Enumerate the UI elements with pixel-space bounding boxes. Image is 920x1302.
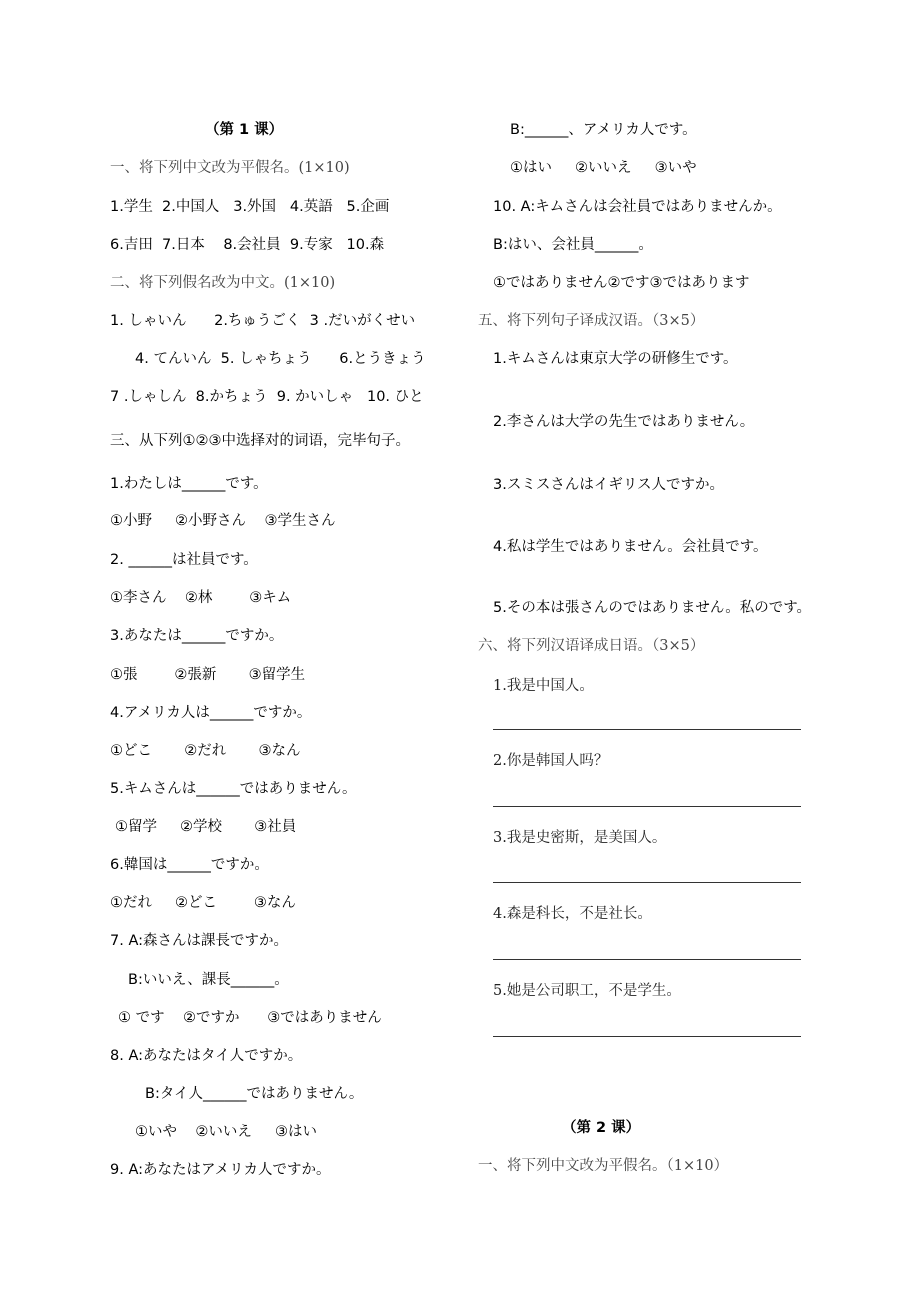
question-answer-line: B:______、アメリカ人です。 — [510, 122, 697, 138]
answer-line — [493, 882, 801, 883]
question: 4.アメリカ人は______ですか。 — [110, 705, 312, 721]
question-options: ①いや ②いいえ ③はい — [135, 1124, 317, 1140]
question-options: ①はい ②いいえ ③いや — [510, 160, 697, 176]
answer-line — [493, 1036, 801, 1037]
section1-row: 1.学生 2.中国人 3.外国 4.英語 5.企画 — [110, 199, 390, 215]
question: 6.韓国は______ですか。 — [110, 857, 269, 873]
section2-row: 4. てんいん 5. しゃちょう 6.とうきょう — [135, 351, 426, 367]
section6-heading: 六、将下列汉语译成日语。（3×5） — [478, 638, 705, 654]
question: 5.キムさんは______ではありません。 — [110, 781, 357, 797]
question-options: ①小野 ②小野さん ③学生さん — [110, 513, 336, 529]
translate-sentence: 1.我是中国人。 — [493, 678, 594, 694]
question-options: ①留学 ②学校 ③社員 — [115, 819, 297, 835]
section2-row: 7 .しゃしん 8.かちょう 9. かいしゃ 10. ひと — [110, 389, 424, 405]
translate-sentence: 4.森是科长，不是社长。 — [493, 906, 652, 922]
question: 10. A:キムさんは会社員ではありませんか。 — [493, 199, 782, 215]
question-options: ① です ②ですか ③ではありません — [118, 1010, 382, 1026]
section1-row: 6.吉田 7.日本 8.会社員 9.专家 10.森 — [110, 237, 385, 253]
translate-sentence: 2.李さんは大学の先生ではありません。 — [493, 414, 755, 430]
translate-sentence: 3.我是史密斯，是美国人。 — [493, 830, 667, 846]
question-options: ①ではありません②です③ではあります — [493, 275, 750, 291]
question: 9. A:あなたはアメリカ人ですか。 — [110, 1162, 331, 1178]
translate-sentence: 5.她是公司职工，不是学生。 — [493, 983, 681, 999]
question-options: ①李さん ②林 ③キム — [110, 590, 292, 606]
question: 1.わたしは______です。 — [110, 476, 268, 492]
question: 2. ______は社員です。 — [110, 552, 258, 568]
question-answer-line: B:タイ人______ではありません。 — [145, 1086, 364, 1102]
question: 8. A:あなたはタイ人ですか。 — [110, 1048, 303, 1064]
section2-row: 1. しゃいん 2.ちゅうごく 3 .だいがくせい — [110, 313, 416, 329]
answer-line — [493, 729, 801, 730]
lesson1-title: （第 1 课） — [205, 122, 284, 138]
section1-heading: 一、将下列中文改为平假名。(1×10) — [110, 160, 350, 176]
translate-sentence: 2.你是韩国人吗？ — [493, 753, 609, 769]
question-options: ①だれ ②どこ ③なん — [110, 895, 296, 911]
translate-sentence: 3.スミスさんはイギリス人ですか。 — [493, 477, 725, 493]
question: 3.あなたは______ですか。 — [110, 628, 284, 644]
question-options: ①張 ②張新 ③留学生 — [110, 667, 306, 683]
translate-sentence: 1.キムさんは東京大学の研修生です。 — [493, 351, 738, 367]
section2-heading: 二、将下列假名改为中文。(1×10) — [110, 275, 336, 291]
question-answer-line: B:はい、会社員______。 — [493, 237, 653, 253]
section3-heading: 三、从下列①②③中选择对的词语，完毕句子。 — [110, 433, 410, 449]
translate-sentence: 5.その本は張さんのではありません。私のです。 — [493, 600, 812, 616]
section5-heading: 五、将下列句子译成汉语。（3×5） — [478, 313, 705, 329]
answer-line — [493, 806, 801, 807]
translate-sentence: 4.私は学生ではありません。会社員です。 — [493, 539, 768, 555]
question: 7. A:森さんは課長ですか。 — [110, 933, 288, 949]
question-options: ①どこ ②だれ ③なん — [110, 743, 301, 759]
answer-line — [493, 959, 801, 960]
lesson2-section1-heading: 一、将下列中文改为平假名。（1×10） — [478, 1158, 729, 1174]
question-answer-line: B:いいえ、課長______。 — [128, 972, 289, 988]
lesson2-title: （第 2 课） — [562, 1120, 641, 1136]
